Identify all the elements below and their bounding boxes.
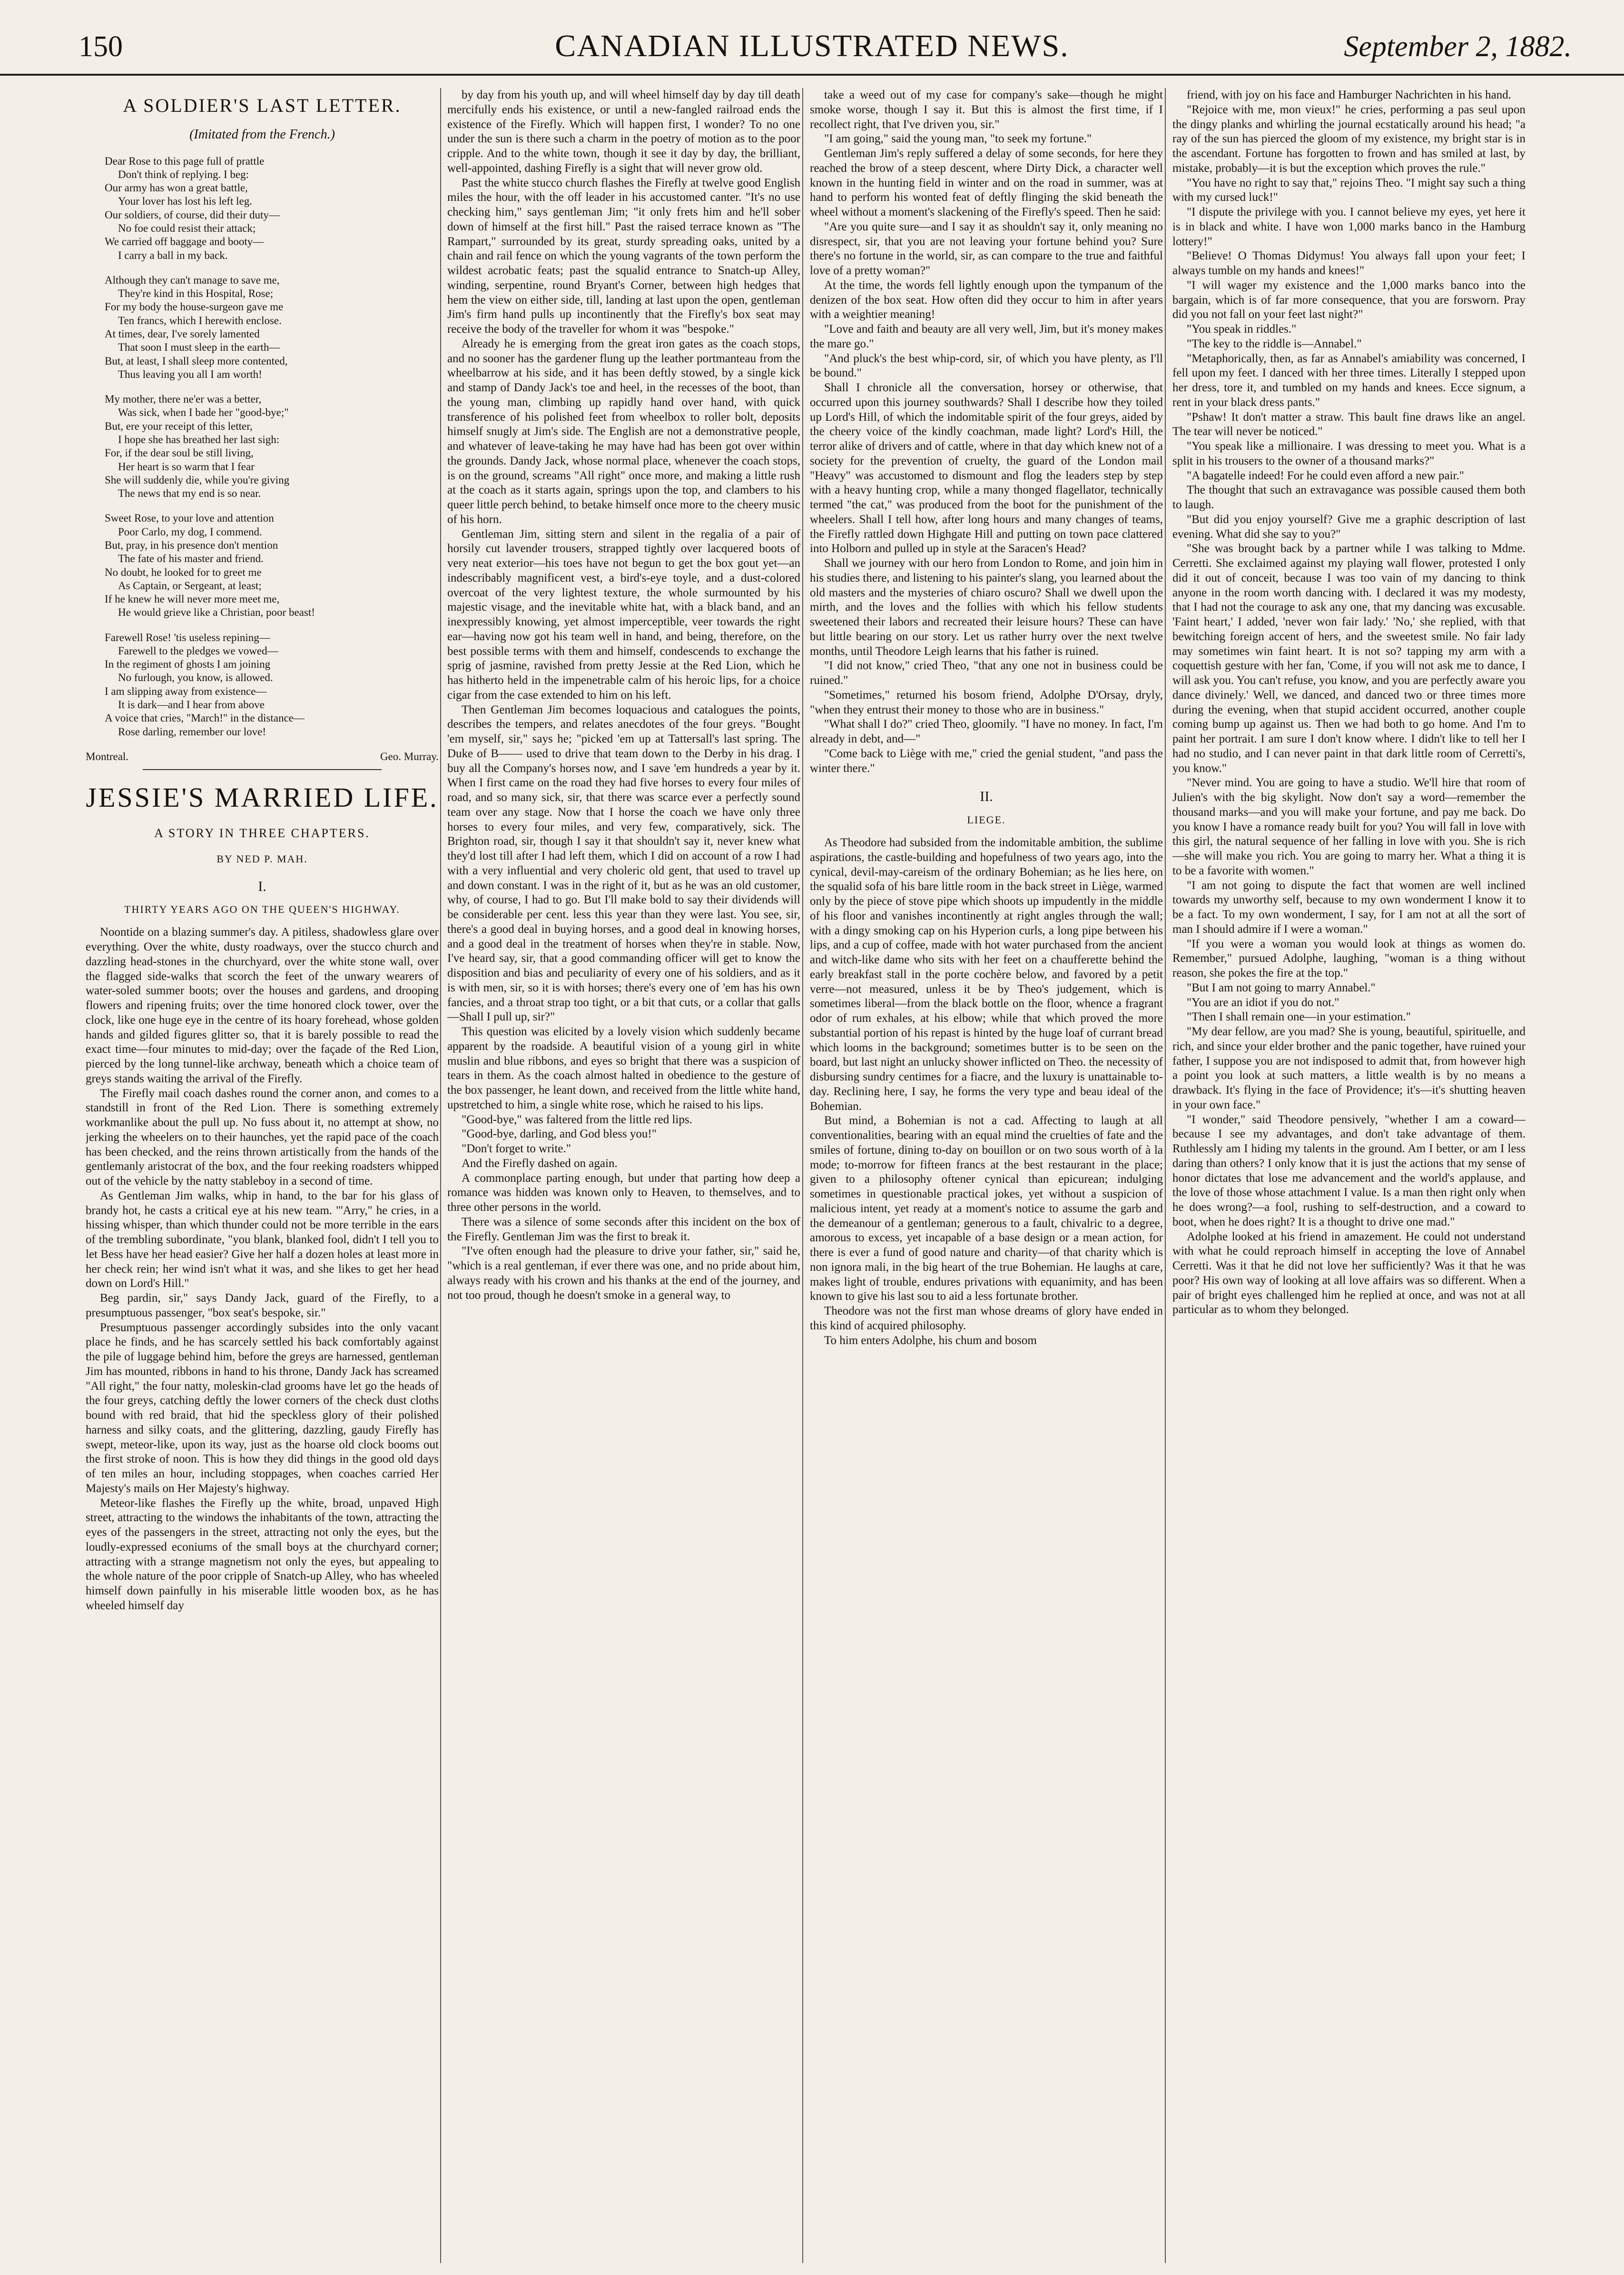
column-3 [810,88,1163,2263]
paragraph: "Love and faith and beauty are all very well, Jim, but it's money makes the mare go." [810,323,1163,350]
paragraph: At the time, the words fell lightly enough upon the tympanum of the denizen of the box seat. How often did they occur to him in after years with a weightier meaning! [810,278,1163,321]
story-text [1172,88,1526,1317]
paragraph: "Never mind. You are going to have a studio. We'll hire that room of Julien's with the big skylight. Now don't say a word—remember the thousand marks—and you will make your fortune, and pay me back. Do you know I have a romance ready built for you? You will fall in love with this girl, the natural sequence of her falling in love with you. She is rich—she will make you rich. You are going to marry her. What a thing it is to be a favorite with women." [1172,776,1526,877]
poem-line: Farewell to the pledges we vowed— [118,644,278,657]
poem-line: Our army has won a great battle, [105,182,248,194]
paragraph: "But I am not going to marry Annabel." [1187,981,1376,994]
paragraph: take a weed out of my case for company's sake—though he might smoke worse, though I say it. But this is almost the first time, if I recollect right, that I've driven you, sir." [810,89,1163,131]
column-2 [447,88,800,2263]
paragraph: "If you were a woman you would look at things as women do. Remember," pursued Adolphe, laughing, "woman is a thing without reason, she pokes the fire at the top." [1172,937,1526,979]
poem-place: Montreal. [86,750,129,762]
paragraph: As Theodore had subsided from the indomitable ambition, the sublime aspirations, the castle-building and hopefulness of two years ago, into the cynical, devil-may-careism of the ordinary Bohemian; as he lies here, on the squalid sofa of his bare little room in the back street in Liège, warmed only by the piece of stove pipe which shoots up impudently in the middle of his floor and vanishes incontinently at right angles through the wall; with a dingy smoking cap on his Hyperion curls, a long pipe between his lips, and a cup of coffee, made with hot water purchased from the ancient and witch-like dame who sits with her feet on a chaufferette behind the early breakfast stall in the porte cochère below, and favored by a petit verre—not measured, unless it be by Theo's judgement, which is sometimes liberal—from the black bottle on the floor, whence a fragrant odor of rum exhales, at his elbow; while that which proved the more substantial portion of his repast is hinted by the huge loaf of currant bread which looms in the background; sometimes butter is to be seen on the board, but last night an unlucky shower inflicted on Theo. the necessity of disbursing sundry centimes for a fiacre, and the luxury is unattainable to-day. Reclining here, I say, he forms the very type and beau ideal of the Bohemian. [810,836,1163,1113]
paragraph: "I did not know," cried Theo, "that any one not in business could be ruined." [810,659,1163,687]
paragraph: "She was brought back by a partner while I was talking to Mdme. Cerretti. She exclaimed against my playing wall flower, protested I only did it out of conceit, because I was too vain of my dancing to think anyone in the room worth dancing with. I declared it was my modesty, that I had not the courage to ask any one, that my dancing was excusable. 'Faint heart,' I added, 'never won fair lady.' 'No,' she replied, with that bewitching foreign accent of hers, and the sweetest smile. No fair lady may sometimes win faint heart. It is not so? tapping my arm with a coquettish gesture with her fan, 'Come, if you will not ask me to dance, I will ask you. You can't refuse, you know, and you are perfectly aware you dance divinely.' Well, we danced, and danced two or three times more during the evening, when that stupid accident occurred, another couple coming bump up against us. Then we had both to go home. And I'm to paint her portrait. I am sure I don't know where. I didn't like to tell her I had no studio, and I can never paint in that dark little room of Cerretti's, you know." [1172,542,1526,775]
paragraph: The thought that such an extravagance was possible caused them both to laugh. [1172,484,1526,511]
page-header [0,26,1624,76]
paragraph: "I've often enough had the pleasure to drive your father, sir," said he, "which is a real gentleman, if ever there was one, and no pride about him, always ready with his crown and his thanks at the end of the journey, and not too proud, though he doesn't smoke in a general way, to [447,1245,800,1302]
paragraph: Gentleman Jim's reply suffered a delay of some seconds, for here they reached the brow of a steep descent, where Dirty Dick, a character well known in the hunting field in winter and on the road in summer, was at hand to perform his wonted feat of deftly flinging the skid beneath the wheel without a moment's slackening of the Firefly's speed. Then he said: [810,147,1163,218]
paragraph: "Pshaw! It don't matter a straw. This bault fine draws like an angel. The tear will never be noticed." [1172,410,1526,438]
poem-line: No furlough, you know, is allowed. [118,672,273,684]
paragraph: "What shall I do?" cried Theo, gloomily. "I have no money. In fact, I'm already in debt, and—" [810,718,1163,745]
paragraph: Already he is emerging from the great iron gates as the coach stops, and no sooner has the gardener flung up the leather portmanteau from the wheelbarrow at his side, and it has been deftly stowed, by a single kick and stamp of Dandy Jack's toe and heel, in the recesses of the boot, than the young man, climbing up rapidly hand over hand, with quick transference of his polished feet from wheelbox to roller bolt, deposits himself snugly at Jim's side. The English are not a demonstrative people, and whatever of leave-taking he may have had has been got over within the grounds. Dandy Jack, whose normal place, whenever the coach stops, is on the ground, screams "All right" once more, and making a little rush at the coach as it starts again, springs upon the top, and clambers to his queer little perch behind, to betake himself once more to the cheery music of his horn. [447,337,800,526]
paragraph: "Sometimes," returned his bosom friend, Adolphe D'Orsay, dryly, "when they entrust their money to those who are in business." [810,688,1163,716]
poem-line: At times, dear, I've sorely lamented [105,328,260,340]
poem-line: Don't think of replying. I beg: [118,168,249,180]
paragraph: Meteor-like flashes the Firefly up the white, broad, unpaved High street, attracting to the windows the inhabitants of the town, attracting the eyes of the passengers in the street, attracting not only the eyes, but the loudly-expressed econiums of the small boys at the churchyard corner; attracting with a strange magnetism not only the eyes, but appealing to the whole nature of the poor cripple of Snatch-up Alley, who has wheeled himself down painfully in his miserable little wooden box, as he has wheeled himself day [86,1496,439,1612]
paragraph: But mind, a Bohemian is not a cad. Affecting to laugh at all conventionalities, bearing with an equal mind the cruelties of fate and the smiles of fortune, dining to-day on bouillon or on two sous worth of à la mode; to-morrow for fifteen francs at the best restaurant in the place; given to a philosophy oftener cynical than epicurean; indulging sometimes in questionable practical jokes, yet without a suspicion of malicious intent, yet ready at a moment's notice to assume the garb and the demeanour of a gentleman; generous to a fault, chivalric to a degree, amorous to excess, yet incapable of a base design or a mean action, for there is ever a fund of good nature and charity—of that charity which is non ignora mali, in the big heart of the true Bohemian. He laughs at care, makes light of trouble, endures privations with equanimity, and has been known to give his last sou to aid a less fortunate brother. [810,1114,1163,1303]
paragraph: Then Gentleman Jim becomes loquacious and catalogues the points, describes the tempers, and relates anecdotes of the four greys. "Bought 'em myself, sir," says he; "picked 'em up at Tattersall's last spring. The Duke of B—— used to drive that team down to the Derby in his drag. I buy all the Company's horses now, and I save 'em hundreds a year by it. When I first came on the road they had five horses to every four miles of road, and so many sick, sir, that there was scarce ever a perfectly sound team over any stage. Now that I horse the coach we have only three horses to every four miles, and very few, comparatively, sick. The Brighton road, sir, though I say it that shouldn't say it, never knew what they'd lost till after I had left them, which I did on account of a row I had with a very influential and very choleric old gent, that used to travel up and down constant. I was in the right of it, but as he was an old customer, why, of course, I had to go. But I'll make bold to say their dividends will be considerable per cent. less this year than they were last. You see, sir, there's a good deal in buying horses, and a good deal in knowing horses, and a good deal in the treatment of horses when they're in stable. Now, I've heard say, sir, that a good commanding officer will get to know the disposition and bias and peculiarity of every one of his soldiers, and as it is with men, sir, so it is with horses; there's every one of 'em has his own fancies, and a throat strap too tight, or a bit that cuts, or a collar that galls—Shall I pull up, sir?" [447,703,800,1024]
paragraph: Theodore was not the first man whose dreams of glory have ended in this kind of acquired philosophy. [810,1305,1163,1332]
paragraph: The Firefly mail coach dashes round the corner anon, and comes to a standstill in front of the Red Lion. There is something extremely workmanlike about the pull up. No fuss about it, no attempt at show, no jerking the wheelers on to their haunches, yet the rapid pace of the coach has been checked, and the reins thrown artistically from the hands of the gentlemanly aristocrat of the box, and the four reeking roadsters whipped out of the vehicle by the natty stableboy in a second of time. [86,1087,439,1188]
paragraph: "You speak like a millionaire. I was dressing to meet you. What is a split in his trousers to the owner of a thousand marks?" [1172,440,1526,467]
poem-line: Was sick, when I bade her "good-bye;" [118,406,289,419]
paragraph: "But did you enjoy yourself? Give me a graphic description of last evening. What did she say to you?" [1172,513,1526,541]
paragraph: Shall we journey with our hero from London to Rome, and join him in his studies there, and listening to his painter's slang, you learned about the old masters and the mysteries of chiaro oscuro? Shall we dwell upon the mirth, and the loves and the follies with which his fellow students sweetened their labors and recreated their leisure hours? These can have but little bearing on our story. Let us rather hurry over the next twelve months, until Theodore Leigh learns that his father is ruined. [810,557,1163,658]
poem-line: If he knew he will never more meet me, [105,593,280,605]
poem-line: That soon I must sleep in the earth— [118,341,280,354]
poem-line: A voice that cries, "March!" in the distance— [105,712,305,724]
poem-stanza [105,512,439,619]
paragraph: And the Firefly dashed on again. [462,1157,618,1170]
paragraph: Shall I chronicle all the conversation, horsey or otherwise, that occurred upon this journey southwards? Shall I describe how they toiled up Lord's Hill, of which the indomitable spirit of the four greys, aided by the cheery voice of the kindly coachman, made light? Lord's Hill, the terror alike of drivers and of cattle, where in that day which knew not of a society for the prevention of cruelty, the guard of the London mail "Heavy" was accustomed to dismount and flog the leaders step by step with a heavy hunting crop, while a many thonged flagellator, technically termed "the cat," was produced from the boot for the punishment of the wheelers. Shall I tell how, after long hours and many changes of teams, the Firefly rattled down Highgate Hill and putting on town pace clattered into Holborn and pulled up in style at the Saracen's Head? [810,381,1163,555]
poem-line: Her heart is so warm that I fear [118,460,255,473]
paragraph: by day from his youth up, and will wheel himself day by day till death mercifully ends his existence, or until a new-fangled railroad ends the existence of the Firefly. Which will happen first, I wonder? To no one under the sun is there such a charm in the poetry of motion as to the poor cripple. And to the white town, though it see it day by day, the brilliant, well-appointed, dashing Firefly is a sight that will never grow old. [447,89,800,175]
chapter-number: II. [980,789,993,805]
poem-author: Geo. Murray. [380,750,439,762]
paragraph: "Metaphorically, then, as far as Annabel's amiability was concerned, I fell upon my feet. I danced with her three times. Literally I stepped upon her dress, tore it, and tumbled on my hands and knees. Ecce signum, a rent in your black dress pants." [1172,352,1526,409]
poem-stanza [105,393,439,500]
paragraph: "And pluck's the best whip-cord, sir, of which you have plenty, as I'll be bound." [810,352,1163,380]
story-text [447,88,800,1303]
paragraph: "I wonder," said Theodore pensively, "whether I am a coward—because I see my advantages, and don't take advantage of them. Ruthlessly am I hiding my talents in the ground. Am I better, or am I less daring than others? I only know that it is just the actions that my sense of honor dictates that lose me advancement and the world's applause, and the love of those whose attachment I value. Is a man then right only when he does wrong?—a fool, rushing to self-destruction, and a coward to boot, when he does right? It is a thought to drive one mad." [1172,1113,1526,1228]
paragraph: "I will wager my existence and the 1,000 marks banco into the bargain, which is of far more consequence, that you are forsworn. Pray did you not fall on your feet last night?" [1172,278,1526,321]
paragraph: friend, with joy on his face and Hamburger Nachrichten in his hand. [1187,89,1511,101]
poem-line: We carried off baggage and booty— [105,236,264,248]
poem-line: Sweet Rose, to your love and attention [105,512,274,524]
paragraph: "Don't forget to write." [462,1142,571,1155]
paragraph: Past the white stucco church flashes the Firefly at twelve good English miles the hour, with the off leader in his accustomed canter. "It's no use checking him," says gentleman Jim; "it only frets him and he'll sober down of himself at the first hill." Past the raised terrace known as "The Rampart," surrounded by its great, sturdy spreading oaks, united by a chain and rail fence on which the young vagrants of the town perform the wildest acrobatic feats; past the squalid entrance to Snatch-up Alley, winding, serpentine, round Bryant's Corner, between high hedges that hem the view on either side, till, landing at last upon the open, gentleman Jim's firm hand pulls up incontinently that the Firefly's box seat may receive the body of the traveller for whom it was "bespoke." [447,176,800,336]
poem-line: I hope she has breathed her last sigh: [118,433,280,445]
poem-line: Your lover has lost his left leg. [118,195,252,208]
column-rule [440,88,441,2263]
poem-line: He would grieve like a Christian, poor beast! [118,606,315,619]
chapter-title: LIEGE. [967,814,1006,826]
paragraph: A commonplace parting enough, but under that parting how deep a romance was hidden was known only to Heaven, to themselves, and to three other persons in the world. [447,1171,800,1214]
paragraph: "Good-bye, darling, and God bless you!" [462,1128,657,1141]
paragraph: "I dispute the privilege with you. I cannot believe my eyes, yet here it is in black and white. I have won 1,000 marks banco in the Hamburg lottery!" [1172,206,1526,248]
poem-line: She will suddenly die, while you're giving [105,474,290,486]
poem-line: Rose darling, remember our love! [118,725,266,738]
poem-line: Although they can't manage to save me, [105,274,280,286]
story-text [86,925,439,1613]
paragraph: Adolphe looked at his friend in amazement. He could not understand with what he could reproach himself in accepting the love of Annabel Cerretti. Was it that he did not love her sufficiently? Was it that he was poor? His own way of looking at all love affairs was so different. When a pair of bright eyes challenged him he replied at once, and was not at all particular as to whom they belonged. [1172,1230,1526,1316]
poem-line: Farewell Rose! 'tis useless repining— [105,631,270,643]
poem-stanza [105,631,439,739]
chapter-title: THIRTY YEARS AGO ON THE QUEEN'S HIGHWAY. [124,903,400,916]
poem-line: Dear Rose to this page full of prattle [105,155,265,167]
poem-line: Thus leaving you all I am worth! [118,368,262,380]
paragraph: "You are an idiot if you do not." [1187,996,1339,1009]
poem-line: For my body the house-surgeon gave me [105,301,284,313]
paragraph: There was a silence of some seconds after this incident on the box of the Firefly. Gentleman Jim was the first to break it. [447,1215,800,1243]
column-rule [1165,88,1166,2263]
poem-stanzas [86,155,439,739]
column-rule [802,88,803,2263]
poem-line: I am slipping away from existence— [105,685,267,697]
column-1 [86,88,439,2263]
poem-line: But, ere your receipt of this letter, [105,420,253,432]
paragraph: "Then I shall remain one—in your estimation." [1187,1010,1411,1024]
poem-line: It is dark—and I hear from above [118,699,265,711]
masthead: CANADIAN ILLUSTRATED NEWS. [555,29,1069,63]
paragraph: "Are you quite sure—and I say it as shouldn't say it, only meaning no disrespect, sir, that you are not leaving your fortune behind you? Sure there's no fortune in the world, sir, as can compare to the true and faithful love of a pretty woman?" [810,220,1163,277]
poem-stanza [105,155,439,262]
story-text [810,836,1163,1348]
issue-date: September 2, 1882. [1344,30,1572,63]
poem-line: But, pray, in his presence don't mention [105,539,278,551]
paragraph: This question was elicited by a lovely vision which suddenly became apparent by the roadside. A beautiful vision of a young girl in white muslin and blue ribbons, and eyes so bright that there was a suspicion of tears in them. As the coach almost halted in obedience to the gesture of the box passenger, he leant down, and received from the little white hand, upstretched to him, a single white rose, which he raised to his lips. [447,1025,800,1111]
paragraph: To him enters Adolphe, his chum and bosom [824,1334,1037,1347]
poem-line: The news that my end is so near. [118,487,261,500]
story-subtitle: A STORY IN THREE CHAPTERS. [154,826,370,841]
paragraph: "Good-bye," was faltered from the little red lips. [462,1113,692,1126]
poem-line: For, if the dear soul be still living, [105,447,254,459]
paragraph: Noontide on a blazing summer's day. A pitiless, shadowless glare over everything. Over the white, dusty roadways, over the stucco church and dazzling head-stones in the churchyard, over the white stone wall, over the flagged side-walks that scorch the feet of the unwary wearers of water-soled summer boots; over the houses and gardens, and drooping flowers and ripening fruits; over the time honored clock tower, over the clock, like one huge eye in the centre of its hoary forehead, whose golden hands and gilded figures glitter so, that it is barely possible to read the exact time—four minutes to mid-day; over the façade of the Red Lion, pierced by the long tunnel-like archway, beneath which a choice team of greys stands waiting the arrival of the Firefly. [86,926,439,1085]
paragraph: "You have no right to say that," rejoins Theo. "I might say such a thing with my cursed luck!" [1172,176,1526,204]
paragraph: "You speak in riddles." [1187,323,1297,336]
divider [143,769,382,770]
poem-line: The fate of his master and friend. [118,553,264,565]
poem-line: In the regiment of ghosts I am joining [105,658,271,671]
chapter-number: I. [258,878,266,894]
paragraph: "I am not going to dispute the fact that women are well inclined towards my unworthy self, because to my own wonderment I know it to be a fact. To my own wonderment, I say, for I am not at all the sort of man I should admire if I were a woman." [1172,879,1526,936]
story-text [810,88,1163,776]
paragraph: Gentleman Jim, sitting stern and silent in the regalia of a pair of horsily cut lavender trousers, strapped tightly over lacquered boots of very neat exterior—his toes have not begun to get the box gout yet—an indescribably magnificent vest, a bird's-eye toyle, and a dust-colored overcoat of the very lightest texture, the whole surmounted by his majestic visage, and the inevitable white hat, with a black band, and an inexpressibly knowing, yet almost imperceptible, veer towards the right ear—having now got his team well in hand, and being, therefore, on the best possible terms with them and himself, condescends to exchange the sprig of jasmine, ravished from pretty Jessie at the Red Lion, which he has hitherto held in the impenetrable calm of his heroic lips, for a choice cigar from the case extended to him on his left. [447,527,800,702]
poem-subtitle: (Imitated from the French.) [189,127,335,142]
poem-title: A SOLDIER'S LAST LETTER. [123,95,402,116]
poem-line: They're kind in this Hospital, Rose; [118,287,274,300]
poem-line: My mother, there ne'er was a better, [105,393,262,406]
poem-stanza [105,274,439,381]
poem-line: As Captain, or Sergeant, at least; [118,579,262,592]
paragraph: Beg pardin, sir," says Dandy Jack, guard of the Firefly, to a presumptuous passenger, "box seat's bespoke, sir." [86,1292,439,1319]
column-4 [1172,88,1526,2263]
paragraph: "The key to the riddle is—Annabel." [1187,337,1362,350]
page-number: 150 [79,30,123,63]
paragraph: "Come back to Liège with me," cried the genial student, "and pass the winter there." [810,747,1163,775]
poem-line: Ten francs, which I herewith enclose. [118,314,282,326]
paragraph: Presumptuous passenger accordingly subsides into the only vacant place he finds, and he has scarcely settled his back comfortably against the pile of luggage behind him, before the greys are harnessed, gentleman Jim has mounted, ribbons in hand to his throne, Dandy Jack has screamed "All right," the four natty, moleskin-clad grooms have let go the heads of the four greys, catching deftly the lower corners of the check dust cloths bound with red braid, that hid the speckless glory of their polished harness and silky coats, and the glittering, dazzling, gaudy Firefly has swept, meteor-like, upon its way, just as the hoarse old clock booms out the first stroke of noon. This is how they did things in the good old days of ten miles an hour, including stoppages, when coaches carried Her Majesty's mails on Her Majesty's highway. [86,1321,439,1495]
paragraph: As Gentleman Jim walks, whip in hand, to the bar for his glass of brandy hot, he casts a critical eye at his new team. "'Arry," he cries, in a hissing whisper, than which thunder could not be more terrible in the ears of the trembling subordinate, "you blank, blanked fool, didn't I tell you to let Bess have her head easier? Give her half a dozen holes at least more in her check rein; her wind isn't what it was, and she likes to get her head down on Lord's Hill." [86,1189,439,1290]
paragraph: "A bagatelle indeed! For he could even afford a new pair." [1187,469,1464,482]
poem-line: No doubt, he looked for to greet me [105,566,262,578]
poem-line: No foe could resist their attack; [118,222,256,235]
paragraph: "Believe! O Thomas Didymus! You always fall upon your feet; I always tumble on my hands and knees!" [1172,249,1526,277]
story-byline: BY NED P. MAH. [217,853,308,865]
story-title: JESSIE'S MARRIED LIFE. [86,782,439,813]
paragraph: "I am going," said the young man, "to seek my fortune." [824,132,1092,146]
paragraph: "Rejoice with me, mon vieux!" he cries, performing a pas seul upon the dingy planks and whirling the journal ecstatically around his head; "a ray of the sun has pierced the gloom of my existence, my bright star is in the ascendant. Fortune has forgotten to frown and has smiled at last, by mistake, probably—it is but the exception which proves the rule." [1172,103,1526,175]
poem-line: But, at least, I shall sleep more contented, [105,355,288,367]
poem-line: Our soldiers, of course, did their duty— [105,208,280,221]
poem-line: I carry a ball in my back. [118,249,228,261]
poem-signature [86,750,439,763]
poem-line: Poor Carlo, my dog, I commend. [118,525,262,538]
paragraph: "My dear fellow, are you mad? She is young, beautiful, spirituelle, and rich, and since your elder brother and the panic together, have ruined your father, I suppose you are not indisposed to admit that, from however high a point you look at such matters, a little wealth is by no means a drawback. It's flying in the face of Providence; it's—it's shutting heaven in your own face." [1172,1025,1526,1111]
